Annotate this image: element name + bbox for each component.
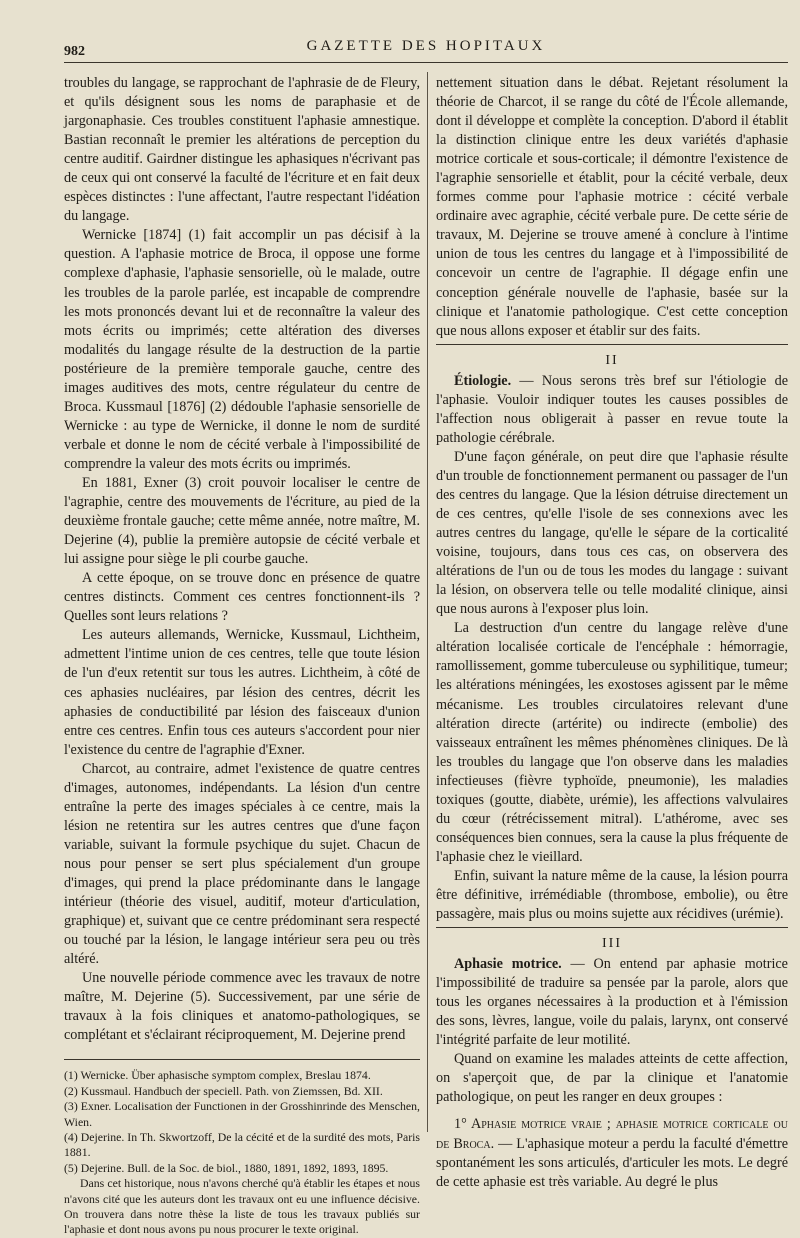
paragraph: A cette époque, on se trouve donc en présence de quatre centres distincts. Comment ces centres fonctionnent-ils ? Quelles sont leurs relations ? bbox=[64, 570, 420, 625]
paragraph: Wernicke [1874] (1) fait accomplir un pas décisif à la question. A l'aphasie motrice de Broca, il oppose une forme complexe d'aphasie, l'aphasie sensorielle, où le malade, outre les troubles de la parole parlée, est incapable de comprendre les mots prononcés devant lui et de reconnaître la valeur des mots écrits ou imprimés; cette altération des diverses modalités du langage résulte de la destruction de la partie postérieure de la première temporale gauche, centre des images auditives des mots, centre régulateur du centre de Broca. Kussmaul [1876] (2) dédouble l'aphasie sensorielle de Wernicke : au type de Wernicke, il donne le nom de surdité verbale et donne le nom de cécité verbale à l'impossibilité de comprendre la valeur des mots écrits ou imprimés. bbox=[64, 227, 420, 472]
footnote-remark: Dans cet historique, nous n'avons cherché qu'à établir les étapes et nous n'avons cité que les auteurs dont les travaux ont eu une influence décisive. On trouvera dans notre thèse la liste de tous les travaux publiés sur l'aphasie et dont nous avons pu nous procurer le texte original. bbox=[64, 1176, 420, 1237]
paragraph: Les auteurs allemands, Wernicke, Kussmaul, Lichtheim, admettent l'intime union de ces centres, telle que toute lésion de l'un d'eux retentit sur tous les autres. Lichtheim, à côté de ces aphasies nucléaires, par lésion des centres, décrit les aphasies de conductibilité par lésion des faisceaux d'union entre ces centres. Enfin tous ces auteurs s'accordent pour nier l'existence du centre de l'agraphie d'Exner. bbox=[64, 627, 420, 758]
footnote: (1) Wernicke. Über aphasische symptom complex, Breslau 1874. bbox=[64, 1068, 371, 1083]
paragraph: En 1881, Exner (3) croit pouvoir localiser le centre de l'agraphie, centre des mouvements de l'écriture, au pied de la deuxième frontale gauche; cette même année, notre maître, M. Dejerine (4), publie la première autopsie de cécité verbale et lui assigne pour siège le pli courbe gauche. bbox=[64, 474, 420, 568]
section-rule bbox=[436, 927, 788, 928]
left-column bbox=[64, 74, 420, 1237]
item-text: — L'aphasique moteur a perdu la faculté d'émettre spontanément les sons articulés, d'articuler les mots. Le degré de cette aphasie est très variable. Au degré le plus bbox=[436, 1135, 788, 1190]
section-heading bbox=[436, 934, 788, 953]
section-number: II bbox=[605, 352, 619, 368]
page-header bbox=[64, 38, 788, 60]
right-column bbox=[436, 74, 788, 1190]
paragraph: Une nouvelle période commence avec les travaux de notre maître, M. Dejerine (5). Successivement, par une série de travaux à la fois cliniques et anatomo-pathologiques, se complétant et s'éclairant réciproquement, M. Dejerine prend bbox=[64, 970, 420, 1044]
paragraph: Charcot, au contraire, admet l'existence de quatre centres d'images, autonomes, indépendants. La lésion d'un centre entraîne la perte des images spéciales à ce centre, mais la lésion ne retentira sur les autres centres que d'une façon variable, suivant la formule psychique du sujet. Chacun de nous pour penser se sert plus spécialement d'un groupe d'images, qui prend la place prédominante dans le langage intérieur (théorie des visuel, auditif, moteur d'articulation, graphique) et, suivant que ce centre prédominant sera respecté ou touché par la lésion, le langage intérieur sera peu ou très altéré. bbox=[64, 760, 420, 968]
section-number: III bbox=[602, 936, 622, 952]
footnote: (2) Kussmaul. Handbuch der speciell. Path. von Ziemssen, Bd. XII. bbox=[64, 1083, 383, 1098]
section-rule bbox=[436, 344, 788, 345]
section-heading bbox=[436, 351, 788, 370]
section-lead: Étiologie. bbox=[454, 372, 512, 389]
paragraph: Enfin, suivant la nature même de la cause, la lésion pourra être définitive, irrémédiable (thrombose, embolie), ou être passagère, mais plus ou moins sujette aux récidives (urémie). bbox=[436, 867, 788, 923]
footnote: (4) Dejerine. In Th. Skwortzoff, De la cécité et de la surdité des mots, Paris 1881. bbox=[64, 1130, 420, 1160]
item-lead: 1° Aphasie motrice vraie ; aphasie motrice corticale ou de Broca. bbox=[436, 1116, 788, 1152]
paragraph: La destruction d'un centre du langage relève d'une altération localisée corticale de l'encéphale : hémorragie, ramollissement, gomme tuberculeuse ou syphilitique, tumeur; les altérations méningées, les exostoses agissent par le même mécanisme. Les troubles circulatoires relevant d'une altération directe (artérite) ou indirecte (embolie) des vaisseaux entraînent les mêmes phénomènes cliniques. De là les troubles du langage que l'on observe dans les maladies infectieuses (fièvre typhoïde, pneumonie), les maladies toxiques (goutte, diabète, urémie), les affections valvulaires du cœur (rétrécissement mitral). L'athérome, avec ses conséquences bien connues, sera la cause la plus fréquente de l'aphasie chez le vieillard. bbox=[436, 620, 788, 865]
footnotes bbox=[64, 1068, 420, 1237]
list-item bbox=[436, 1115, 788, 1191]
paragraph bbox=[436, 372, 788, 448]
footnote: (3) Exner. Localisation der Functionen in der Grosshinrinde des Menschen, Wien. bbox=[64, 1099, 420, 1129]
footnote-rule bbox=[64, 1059, 420, 1060]
header-rule bbox=[64, 62, 788, 63]
section-lead: Aphasie motrice. bbox=[454, 956, 562, 973]
paragraph-text: — On entend par aphasie motrice l'impossibilité de traduire sa pensée par la parole, alors que tous les organes nécessaires à la production et à l'émission des sons, lèvres, langue, voile du palais, larynx, ont conservé l'intégrité parfaite de leur motilité. bbox=[436, 956, 788, 1049]
paragraph: Quand on examine les malades atteints de cette affection, on s'aperçoit que, de par la clinique et l'anatomie pathologique, on peut les ranger en deux groupes : bbox=[436, 1051, 788, 1106]
paragraph: nettement situation dans le débat. Rejetant résolument la théorie de Charcot, il se range du côté de l'École allemande, dont il développe et complète la conception. D'abord il établit la distinction clinique entre les deux variétés d'aphasie motrice corticale et sous-corticale; il démontre l'existence de l'agraphie sensorielle et établit, pour la cécité verbale, deux formes comme pour l'aphasie motrice : cécité verbale ordinaire avec agraphie, cécité verbale pure. De cette série de travaux, M. Dejerine se trouve amené à conclure à l'intime union de tous les centres du langage et à l'impossibilité de concevoir un centre de l'agraphie. Il dégage enfin une conception générale nouvelle de l'aphasie, basée sur la clinique et l'anatomie pathologique. C'est cette conception que nous allons exposer et établir sur des faits. bbox=[436, 75, 788, 339]
page-number: 982 bbox=[64, 44, 85, 59]
running-title: GAZETTE DES HOPITAUX bbox=[306, 38, 546, 54]
column-divider bbox=[427, 72, 428, 1132]
paragraph bbox=[436, 955, 788, 1050]
paragraph: troubles du langage, se rapprochant de l'aphrasie de de Fleury, et qu'ils désignent sous les noms de paraphasie et de jargonaphasie. Ces troubles constituent l'aphasie amnestique. Bastian reconnaît le premier les altérations de perception du centre auditif. Gairdner distingue les aphasiques n'écrivant pas de ceux qui ont conservé la faculté de l'écriture et en fait deux espèces distinctes : l'une affectant, l'autre respectant l'idéation du langage. bbox=[64, 75, 420, 225]
footnote: (5) Dejerine. Bull. de la Soc. de biol., 1880, 1891, 1892, 1893, 1895. bbox=[64, 1160, 389, 1175]
paragraph-text: — Nous serons très bref sur l'étiologie de l'aphasie. Vouloir indiquer toutes les causes possibles de l'affection nous obligerait à passer en revue toute la pathologie cérébrale. bbox=[436, 372, 788, 446]
paragraph: D'une façon générale, on peut dire que l'aphasie résulte d'un trouble de fonctionnement permanent ou passager de l'un des centres du langage. Que la lésion détruise directement un de ces centres, qu'elle l'isole de ses connexions avec les autres centres du langage, qu'elle le sépare de la corticalité voisine, toujours, dans tous ces cas, on observera des altérations de l'un ou de tous les modes du langage : suivant la lésion, on observera telle ou telle modalité clinique, ainsi que nous aurons à l'exposer plus loin. bbox=[436, 448, 788, 618]
